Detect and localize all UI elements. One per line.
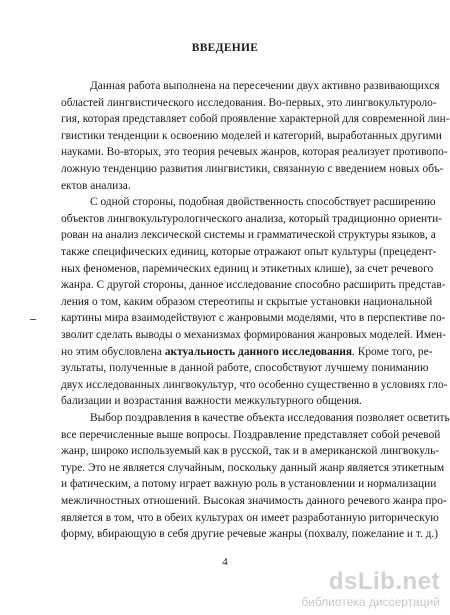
text-line: зволит сделать выводы о механизмах формирования жанровых моделей. Имен- (61, 329, 447, 341)
text-line: Выбор поздравления в качестве объекта исследования позволяет осветить (90, 412, 450, 424)
text-line: бализации и возрастания важности межкультурного общения. (61, 395, 363, 408)
text-line: науками. Во-вторых, это теория речевых жанров, которая реализует противопо- (61, 146, 448, 159)
text-line: ных феноменов, паремических единиц и этикетных клише), за счет речевого (61, 262, 434, 275)
text-line: также специфических единиц, которые отражают опыт культуры (прецедент- (61, 246, 437, 258)
text-segment: . Кроме того, ре- (352, 345, 433, 358)
text-line: жанра. С другой стороны, данное исследование способно расширить представ- (61, 279, 446, 292)
text-line: межличностных отношений. Высокая значимость данного речевого жанра про- (61, 495, 447, 507)
site-watermark (301, 569, 440, 609)
text-line (61, 344, 433, 360)
text-line: двух исследованных лингвокультур, что особенно существенно в условиях гло- (61, 378, 448, 391)
text-line: гвистики тенденции к освоению моделей и категорий, выработанных другими (61, 129, 442, 142)
page-number: 4 (222, 556, 228, 568)
text-line: ложную тенденцию развития лингвистики, связанную с введением новых объ- (61, 163, 444, 175)
text-line: ления о том, каким образом стереотипы и скрытые установки национальной (61, 295, 433, 308)
text-line: объектов лингвокультурологического анализа, который традиционно ориенти- (61, 212, 442, 225)
text-line: Данная работа выполнена на пересечении двух активно развивающихся (90, 80, 440, 92)
text-segment: но этим обусловлена (61, 345, 165, 358)
text-line: картины мира взаимодействуют с жанровыми моделями, что в перспективе по- (61, 312, 446, 325)
text-line: ектов анализа. (61, 179, 131, 192)
watermark-logo: dsLib.net (328, 568, 440, 595)
watermark-subtitle: библиотека диссертаций (301, 595, 440, 609)
text-line: является в том, что в обеих культурах он имеет разработанную риторическую (61, 511, 439, 524)
text-line: и фатическим, а потому играет важную роль в установлении и нормализации (61, 478, 437, 491)
text-line: зультаты, полученные в данной работе, способствуют лучшему пониманию (61, 362, 429, 375)
margin-mark (30, 319, 36, 320)
text-line: гия, которая представляет собой проявление характерной для современной лин- (61, 113, 450, 126)
text-line: С одной стороны, подобная двойственность способствует расширению (90, 196, 436, 209)
text-line: туре. Это не является случайным, поскольку данный жанр является этикетным (61, 461, 445, 474)
page-title: ВВЕДЕНИЕ (191, 42, 259, 54)
text-line: рован на анализ лексической системы и грамматической структуры языков, а (61, 229, 436, 242)
text-line: областей лингвистического исследования. Во-первых, это лингвокультуроло- (61, 96, 437, 109)
text-line: жанр, широко используемый как в русской, так и в американской лингвокуль- (61, 445, 440, 458)
text-line: все перечисленные выше вопросы. Поздравление представляет собой речевой (61, 428, 441, 441)
bold-phrase: актуальность данного исследования (164, 345, 353, 358)
text-line: форму, вбирающую в себя другие речевые жанры (похвалу, пожелание и т. д.) (61, 528, 439, 541)
